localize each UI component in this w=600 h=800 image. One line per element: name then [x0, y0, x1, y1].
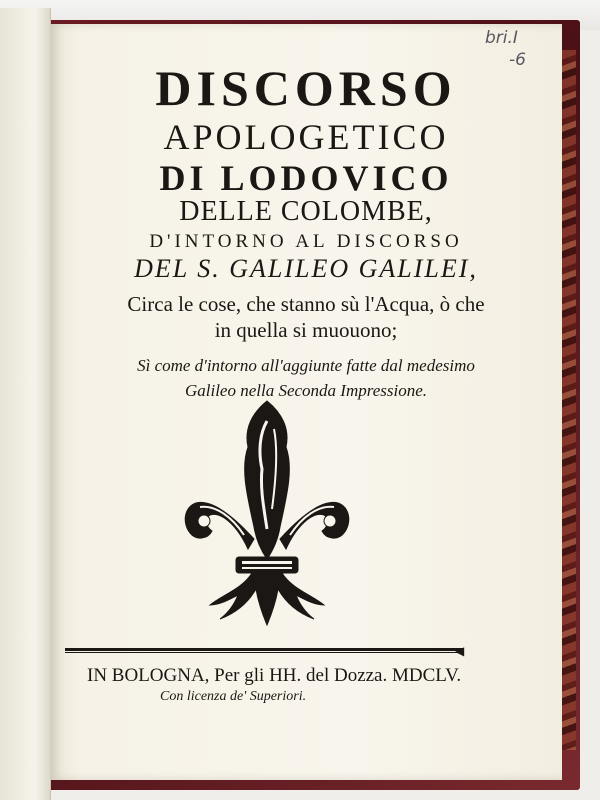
flyleaf-page [0, 8, 51, 800]
handwritten-note-line-2: -6 [509, 50, 526, 70]
horizontal-rule-thin [65, 652, 463, 653]
title-page [50, 24, 562, 780]
license-line: Con licenza de' Superiori. [160, 689, 307, 704]
handwritten-note [485, 26, 580, 86]
horizontal-rule [65, 648, 463, 651]
addition-line-1: Sì come d'intorno all'aggiunte fatte dal medesimo [137, 356, 475, 375]
author-line-1: DI LODOVICO [159, 158, 453, 198]
author-line-2: DELLE COLOMBE, [179, 196, 433, 227]
topic-line-2: in quella si muouono; [214, 318, 398, 342]
book-title: DISCORSO [155, 60, 457, 116]
printer-line: IN BOLOGNA, Per gli HH. del Dozza. MDCLV. [87, 665, 462, 686]
book-subtitle: APOLOGETICO [163, 117, 449, 157]
fleur-de-lis-icon [182, 399, 352, 631]
marbled-edge [562, 50, 576, 750]
handwritten-note-line-1: bri.I [485, 28, 518, 48]
rule-arrow-icon: ◀ [455, 644, 465, 658]
addressee-line: DEL S. GALILEO GALILEI, [134, 254, 478, 283]
addition-line-2: Galileo nella Seconda Impressione. [184, 381, 428, 400]
topic-line-1: Circa le cose, che stanno sù l'Acqua, ò che [127, 292, 485, 316]
about-line: D'INTORNO AL DISCORSO [149, 231, 463, 252]
